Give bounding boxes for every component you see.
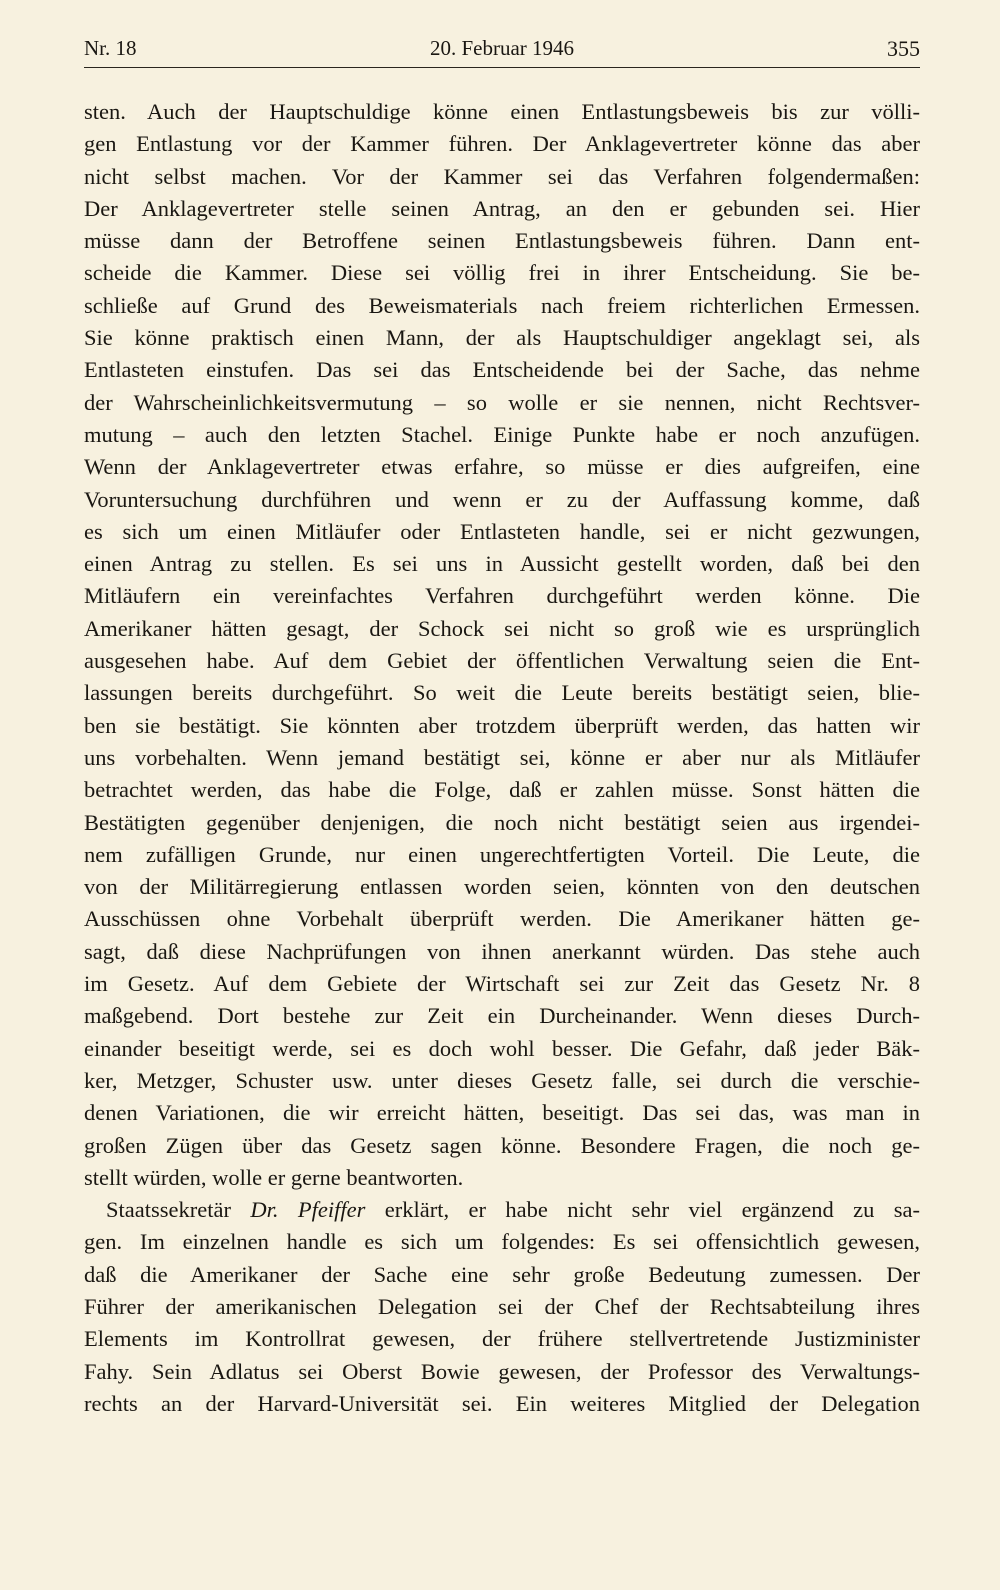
text-line: Mitläufern ein vereinfachtes Verfahren durchgeführt werden könne. Die xyxy=(84,583,920,609)
text-line: Elements im Kontrollrat gewesen, der frühere stellvertretende Justizminister xyxy=(84,1326,920,1352)
text-line: Entlasteten einstufen. Das sei das Entscheidende bei der Sache, das nehme xyxy=(84,357,920,383)
text-line: scheide die Kammer. Diese sei völlig frei in ihrer Entscheidung. Sie be- xyxy=(84,260,920,286)
text-line xyxy=(84,1194,920,1226)
issue-number: Nr. 18 xyxy=(84,36,137,60)
text-line: einander beseitigt werde, sei es doch wohl besser. Die Gefahr, daß jeder Bäk- xyxy=(84,1035,920,1061)
text-line: im Gesetz. Auf dem Gebiete der Wirtschaft sei zur Zeit das Gesetz Nr. 8 xyxy=(84,971,920,997)
text-line: daß die Amerikaner der Sache eine sehr große Bedeutung zumessen. Der xyxy=(84,1261,920,1287)
text-line: Amerikaner hätten gesagt, der Schock sei nicht so groß wie es ursprünglich xyxy=(84,615,920,641)
text-line: Voruntersuchung durchführen und wenn er zu der Auffassung komme, daß xyxy=(84,486,920,512)
text-line: sten. Auch der Hauptschuldige könne einen Entlastungsbeweis bis zur völli- xyxy=(84,99,920,124)
text-line: schließe auf Grund des Beweismaterials nach freiem richterlichen Ermessen. xyxy=(84,292,920,318)
running-header xyxy=(84,36,920,66)
text-line: Fahy. Sein Adlatus sei Oberst Bowie gewesen, der Professor des Verwaltungs- xyxy=(84,1358,920,1384)
text-line: ausgesehen habe. Auf dem Gebiet der öffentlichen Verwaltung seien die Ent- xyxy=(84,648,920,674)
text-line: gen. Im einzelnen handle es sich um folgendes: Es sei offensichtlich gewesen, xyxy=(84,1229,920,1255)
paragraph-2 xyxy=(84,1194,920,1420)
text-line: Sie könne praktisch einen Mann, der als Hauptschuldiger angeklagt sei, als xyxy=(84,325,920,351)
text-line: einen Antrag zu stellen. Es sei uns in Aussicht gestellt worden, daß bei den xyxy=(84,551,920,577)
text-line: Bestätigten gegenüber denjenigen, die noch nicht bestätigt seien aus irgendei- xyxy=(84,809,920,835)
speaker-name: Dr. Pfeiffer xyxy=(250,1197,366,1223)
text-line: es sich um einen Mitläufer oder Entlasteten handle, sei er nicht gezwungen, xyxy=(84,518,920,544)
text-line: rechts an der Harvard-Universität sei. Ein weiteres Mitglied der Delegation xyxy=(84,1390,920,1416)
text-line: ben sie bestätigt. Sie könnten aber trotzdem überprüft werden, das hatten wir xyxy=(84,712,920,738)
text-line: großen Zügen über das Gesetz sagen könne. Besondere Fragen, die noch ge- xyxy=(84,1132,920,1158)
text-line: betrachtet werden, das habe die Folge, daß er zahlen müsse. Sonst hätten die xyxy=(84,777,920,803)
header-rule xyxy=(84,67,920,68)
text-line: nem zufälligen Grunde, nur einen ungerechtfertigten Vorteil. Die Leute, die xyxy=(84,841,920,867)
text-span: Staatssekretär xyxy=(106,1197,251,1223)
text-line: der Wahrscheinlichkeitsvermutung – so wolle er sie nennen, nicht Rechtsver- xyxy=(84,389,920,415)
text-line: uns vorbehalten. Wenn jemand bestätigt sei, könne er aber nur als Mitläufer xyxy=(84,744,920,770)
text-line: lassungen bereits durchgeführt. So weit die Leute bereits bestätigt seien, blie- xyxy=(84,680,920,706)
text-line: mutung – auch den letzten Stachel. Einige Punkte habe er noch anzufügen. xyxy=(84,421,920,447)
text-line: Führer der amerikanischen Delegation sei der Chef der Rechtsabteilung ihres xyxy=(84,1293,920,1319)
text-line: nicht selbst machen. Vor der Kammer sei das Verfahren folgendermaßen: xyxy=(84,163,920,189)
text-line: sagt, daß diese Nachprüfungen von ihnen anerkannt würden. Das stehe auch xyxy=(84,938,920,964)
text-line: ker, Metzger, Schuster usw. unter dieses Gesetz falle, sei durch die verschie- xyxy=(84,1067,920,1093)
header-date: 20. Februar 1946 xyxy=(429,36,575,60)
text-line: gen Entlastung vor der Kammer führen. Der Anklagevertreter könne das aber xyxy=(84,131,920,157)
text-line: stellt würden, wolle er gerne beantworten. xyxy=(84,1164,464,1190)
text-line: Der Anklagevertreter stelle seinen Antrag, an den er gebunden sei. Hier xyxy=(84,195,920,221)
text-line: von der Militärregierung entlassen worden seien, könnten von den deutschen xyxy=(84,874,920,900)
text-line: müsse dann der Betroffene seinen Entlastungsbeweis führen. Dann ent- xyxy=(84,228,920,254)
text-line: maßgebend. Dort bestehe zur Zeit ein Durcheinander. Wenn dieses Durch- xyxy=(84,1003,920,1029)
text-line: Ausschüssen ohne Vorbehalt überprüft werden. Die Amerikaner hätten ge- xyxy=(84,906,920,932)
text-span: erklärt, er habe nicht sehr viel ergänzend zu sa- xyxy=(365,1197,920,1223)
text-line: Wenn der Anklagevertreter etwas erfahre, so müsse er dies aufgreifen, eine xyxy=(84,454,920,480)
paragraph-1 xyxy=(84,96,920,1194)
text-line: denen Variationen, die wir erreicht hätten, beseitigt. Das sei das, was man in xyxy=(84,1100,920,1126)
body-text xyxy=(84,96,920,1420)
page-number: 355 xyxy=(887,36,920,61)
